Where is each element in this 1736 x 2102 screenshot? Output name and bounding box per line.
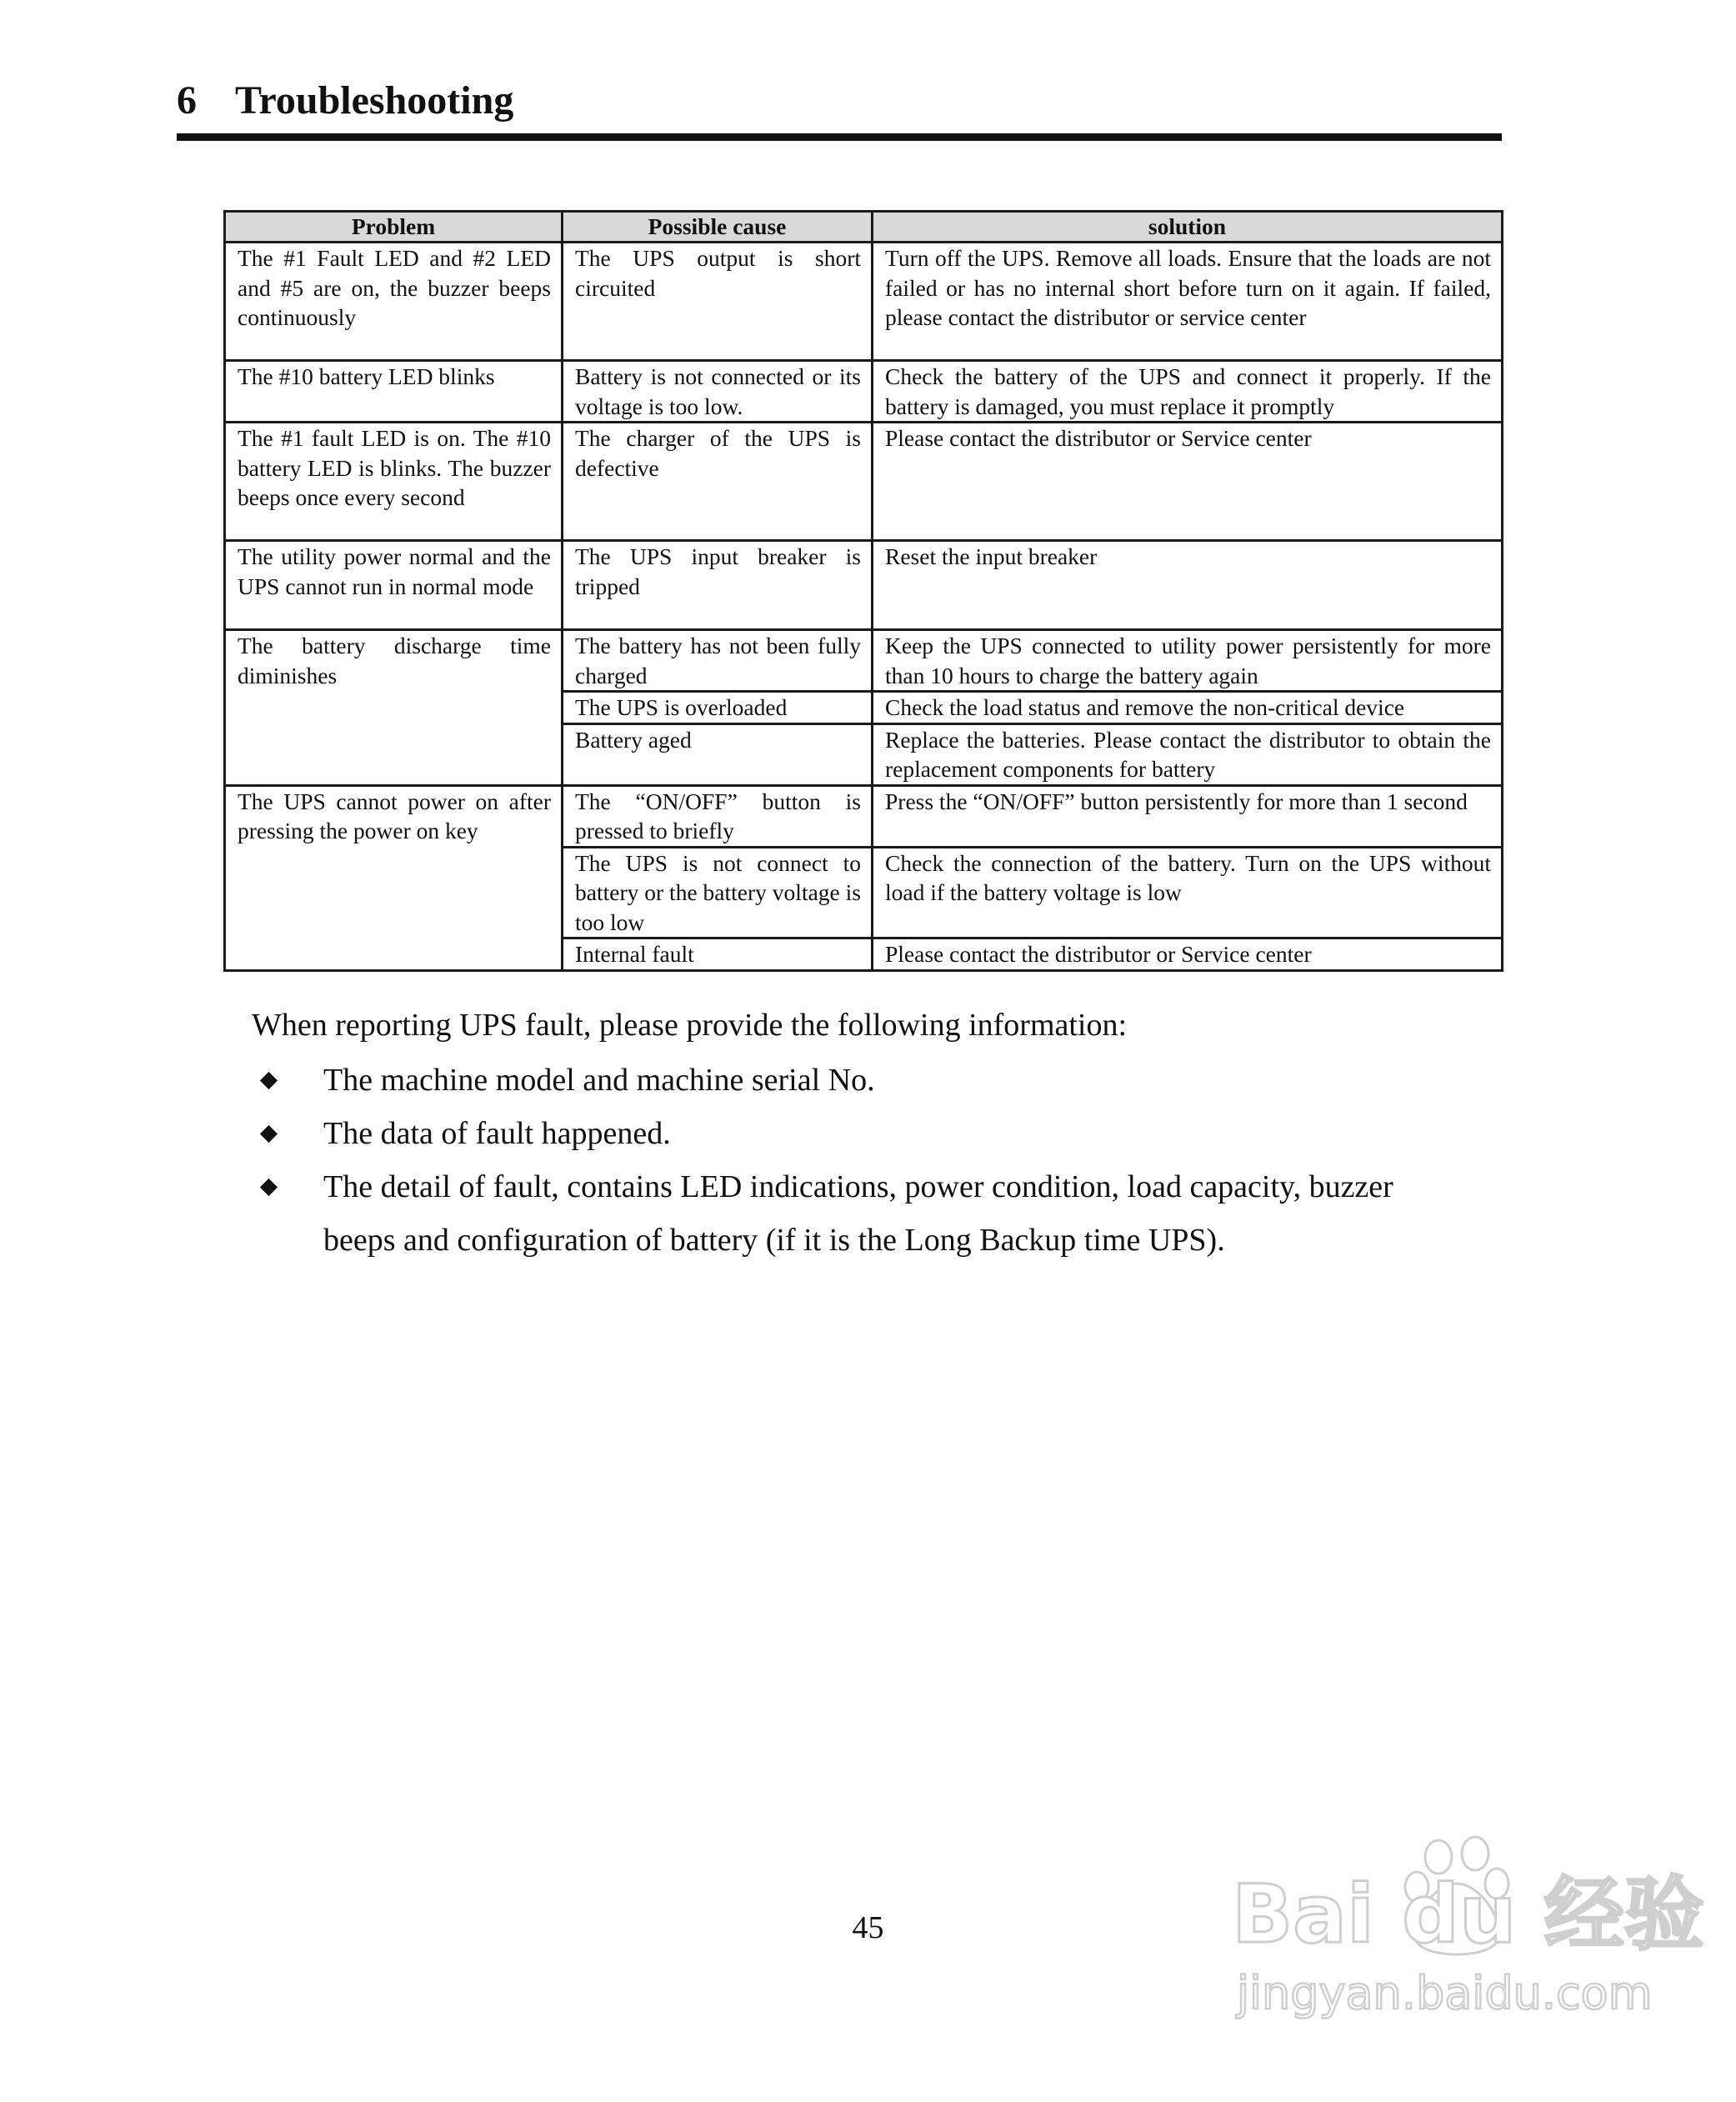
page-number: 45 [852,1910,884,1945]
table-header-row [225,212,1503,243]
watermark-url: jingyan.baidu.com [1237,1967,1653,2019]
problem-cell: The #10 battery LED blinks [225,361,563,423]
report-list [252,1054,1418,1267]
cause-cell: Internal fault [563,938,873,971]
diamond-bullet-icon [260,1072,278,1089]
solution-cell: Please contact the distributor or Service center [873,938,1503,971]
heading-rule [177,133,1502,141]
cause-cell: Battery aged [563,723,873,785]
header-possible-cause: Possible cause [563,212,873,243]
report-intro: When reporting UPS fault, please provide the following information: [252,1008,1128,1043]
troubleshooting-table [223,210,1503,972]
solution-cell: Please contact the distributor or Service center [873,423,1503,541]
problem-cell: The battery discharge time diminishes [225,630,563,786]
watermark-brand: Bai du 经验 [1232,1868,1704,1961]
list-item-text: The data of fault happened. [323,1116,671,1151]
problem-cell: The #1 Fault LED and #2 LED and #5 are on, the buzzer beeps continuously [225,243,563,361]
solution-cell: Check the battery of the UPS and connect it properly. If the battery is damaged, you must replace it promptly [873,361,1503,423]
solution-cell: Keep the UPS connected to utility power persistently for more than 10 hours to charge the battery again [873,630,1503,692]
problem-cell: The UPS cannot power on after pressing the power on key [225,785,563,970]
list-item [252,1160,1418,1267]
cause-cell: The “ON/OFF” button is pressed to briefly [563,785,873,847]
table-row [225,423,1503,541]
cause-cell: The UPS output is short circuited [563,243,873,361]
problem-cell: The #1 fault LED is on. The #10 battery LED is blinks. The buzzer beeps once every second [225,423,563,541]
solution-cell: Check the connection of the battery. Turn on the UPS without load if the battery voltage is low [873,847,1503,938]
list-item-text: The detail of fault, contains LED indications, power condition, load capacity, buzzer beeps and configuration of battery (if it is the Long Backup time UPS). [323,1169,1393,1258]
problem-cell: The utility power normal and the UPS cannot run in normal mode [225,541,563,630]
cause-cell: The UPS is not connect to battery or the battery voltage is too low [563,847,873,938]
diamond-bullet-icon [260,1125,278,1143]
header-problem: Problem [225,212,563,243]
solution-cell: Replace the batteries. Please contact the distributor to obtain the replacement components for battery [873,723,1503,785]
table-row [225,541,1503,630]
solution-cell: Turn off the UPS. Remove all loads. Ensure that the loads are not failed or has no internal short before turn on it again. If failed, please contact the distributor or service center [873,243,1503,361]
table-row [225,630,1503,692]
diamond-bullet-icon [260,1179,278,1196]
table-row [225,361,1503,423]
header-solution: solution [873,212,1503,243]
section-heading [177,72,513,130]
cause-cell: Battery is not connected or its voltage is too low. [563,361,873,423]
solution-cell: Check the load status and remove the non-critical device [873,692,1503,724]
table-row [225,785,1503,847]
section-number: 6 [177,78,197,123]
cause-cell: The UPS is overloaded [563,692,873,724]
cause-cell: The UPS input breaker is tripped [563,541,873,630]
table-row [225,243,1503,361]
list-item [252,1054,1418,1107]
list-item [252,1107,1418,1160]
cause-cell: The charger of the UPS is defective [563,423,873,541]
solution-cell: Press the “ON/OFF” button persistently for more than 1 second [873,785,1503,847]
baidu-watermark [1232,1834,1704,2050]
cause-cell: The battery has not been fully charged [563,630,873,692]
solution-cell: Reset the input breaker [873,541,1503,630]
list-item-text: The machine model and machine serial No. [323,1063,875,1098]
section-title: Troubleshooting [235,78,514,123]
